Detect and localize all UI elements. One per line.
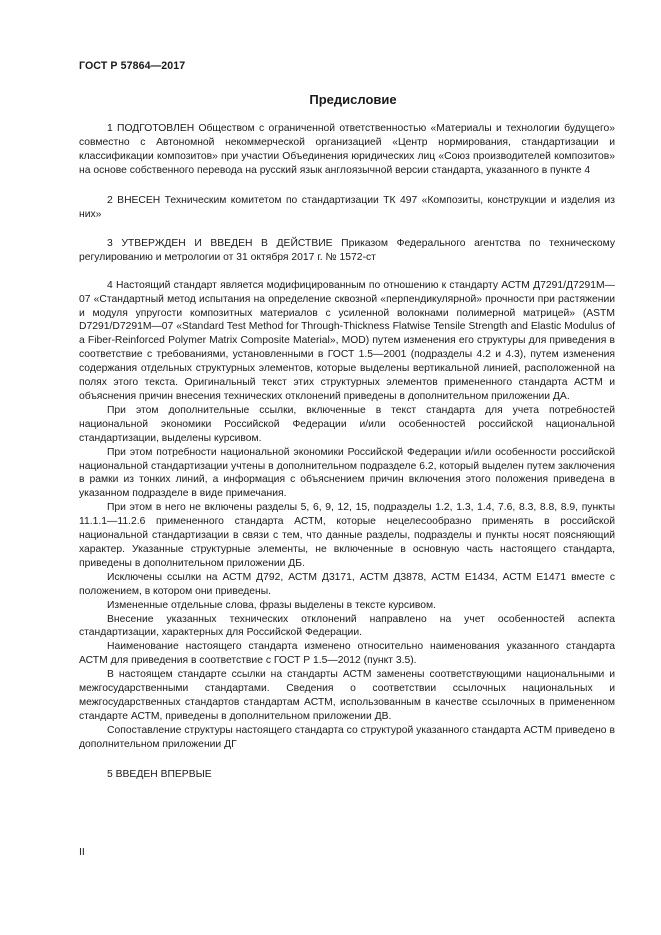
- paragraph-reference-replacement: В настоящем стандарте ссылки на стандарты АСТМ заменены соответствующими национальными и межгосударственными стандартами. Сведения о соответствии ссылочных национальных и межгосударственных стандартов стандартам АСТМ, использованным в качестве ссылочных в примененном стандарте АСТМ, приведены в дополнительном приложении ДВ.: [79, 669, 615, 722]
- paragraph-introduced-by: 2 ВНЕСЕН Техническим комитетом по стандартизации ТК 497 «Композиты, конструкции и изделия из них»: [79, 194, 615, 220]
- paragraph-introduced-first: 5 ВВЕДЕН ВПЕРВЫЕ: [107, 768, 212, 780]
- paragraph-structure-comparison: Сопоставление структуры настоящего стандарта со структурой указанного стандарта АСТМ приведено в дополнительном приложении ДГ: [79, 724, 615, 750]
- paragraph-title-change: Наименование настоящего стандарта изменено относительно наименования указанного стандарта АСТМ для приведения в соответствие с ГОСТ Р 1.5—2012 (пункт 3.5).: [79, 641, 615, 667]
- paragraph-excluded-sections: При этом в него не включены разделы 5, 6, 9, 12, 15, подразделы 1.2, 1.3, 1.4, 7.6, 8.3, 8.8, 8.9, пункты 11.1.1—11.2.6 примененного стандарта АСТМ, которые нецелесообразно применять в российской национальной стандартизации в связи с тем, что данные разделы, подразделы и пункты носят поясняющий характер. Указанные структурные элементы, не включенные в основную часть настоящего стандарта, приведены в дополнительном приложении ДБ.: [79, 502, 615, 569]
- paragraph-national-needs: При этом потребности национальной экономики Российской Федерации и/или особенности российской национальной стандартизации учтены в дополнительном подразделе 6.2, который выделен путем заключения в рамки из тонких линий, а информация с объяснением причин включения этого положения приведена в указанном подразделе в виде примечания.: [79, 446, 615, 500]
- paragraph-modification: 4 Настоящий стандарт является модифицированным по отношению к стандарту АСТМ Д7291/Д7291М—07 «Стандартный метод испытания на определение сквозной «перпендикулярной» прочности при растяжении и модуля упругости композитных материалов с усиленной волокнами полимерной матрицей» (ASTM D7291/D7291M—07 «Standard Test Method for Through-Thickness Flatwise Tensile Strength and Elastic Modulus of a Fiber-Reinforced Polymer Matrix Composite Material», MOD) путем изменения его структуры для приведения в соответствие с требованиями, установленными в ГОСТ 1.5—2001 (подразделы 4.2 и 4.3), путем изменения содержания отдельных структурных элементов, которые выделены вертикальной линией, расположенной на полях этого текста. Оригинальный текст этих структурных элементов примененного стандарта АСТМ и объяснения причин внесения технических отклонений приведены в дополнительном приложении ДА.: [79, 279, 615, 402]
- paragraph-excluded-references: Исключены ссылки на АСТМ Д792, АСТМ Д3171, АСТМ Д3878, АСТМ Е1434, АСТМ Е1471 вместе с положением, в котором они приведены.: [79, 571, 615, 597]
- foreword-body: [79, 122, 615, 781]
- paragraph-prepared-by: 1 ПОДГОТОВЛЕН Обществом с ограниченной ответственностью «Материалы и технологии будущего» совместно с Автономной некоммерческой организацией «Центр нормирования, стандартизации и классификации композитов» при участии Объединения юридических лиц «Союз производителей композитов» на основе собственного перевода на русский язык англоязычной версии стандарта, указанного в пункте 4: [79, 123, 615, 176]
- paragraph-additional-references: При этом дополнительные ссылки, включенные в текст стандарта для учета потребностей национальной экономики Российской Федерации и/или особенностей российской национальной стандартизации, выделены курсивом.: [79, 404, 615, 444]
- section-title: Предисловие: [309, 92, 397, 107]
- page-number: II: [79, 846, 85, 858]
- document-code-header: ГОСТ Р 57864—2017: [79, 60, 186, 72]
- paragraph-italic-changes: Измененные отдельные слова, фразы выделены в тексте курсивом.: [107, 599, 436, 611]
- paragraph-approved: 3 УТВЕРЖДЕН И ВВЕДЕН В ДЕЙСТВИЕ Приказом Федерального агентства по техническому регулированию и метрологии от 31 октября 2017 г. № 1572-ст: [79, 238, 615, 264]
- paragraph-deviations-purpose: Внесение указанных технических отклонений направлено на учет особенностей аспекта стандартизации, характерных для Российской Федерации.: [79, 613, 615, 639]
